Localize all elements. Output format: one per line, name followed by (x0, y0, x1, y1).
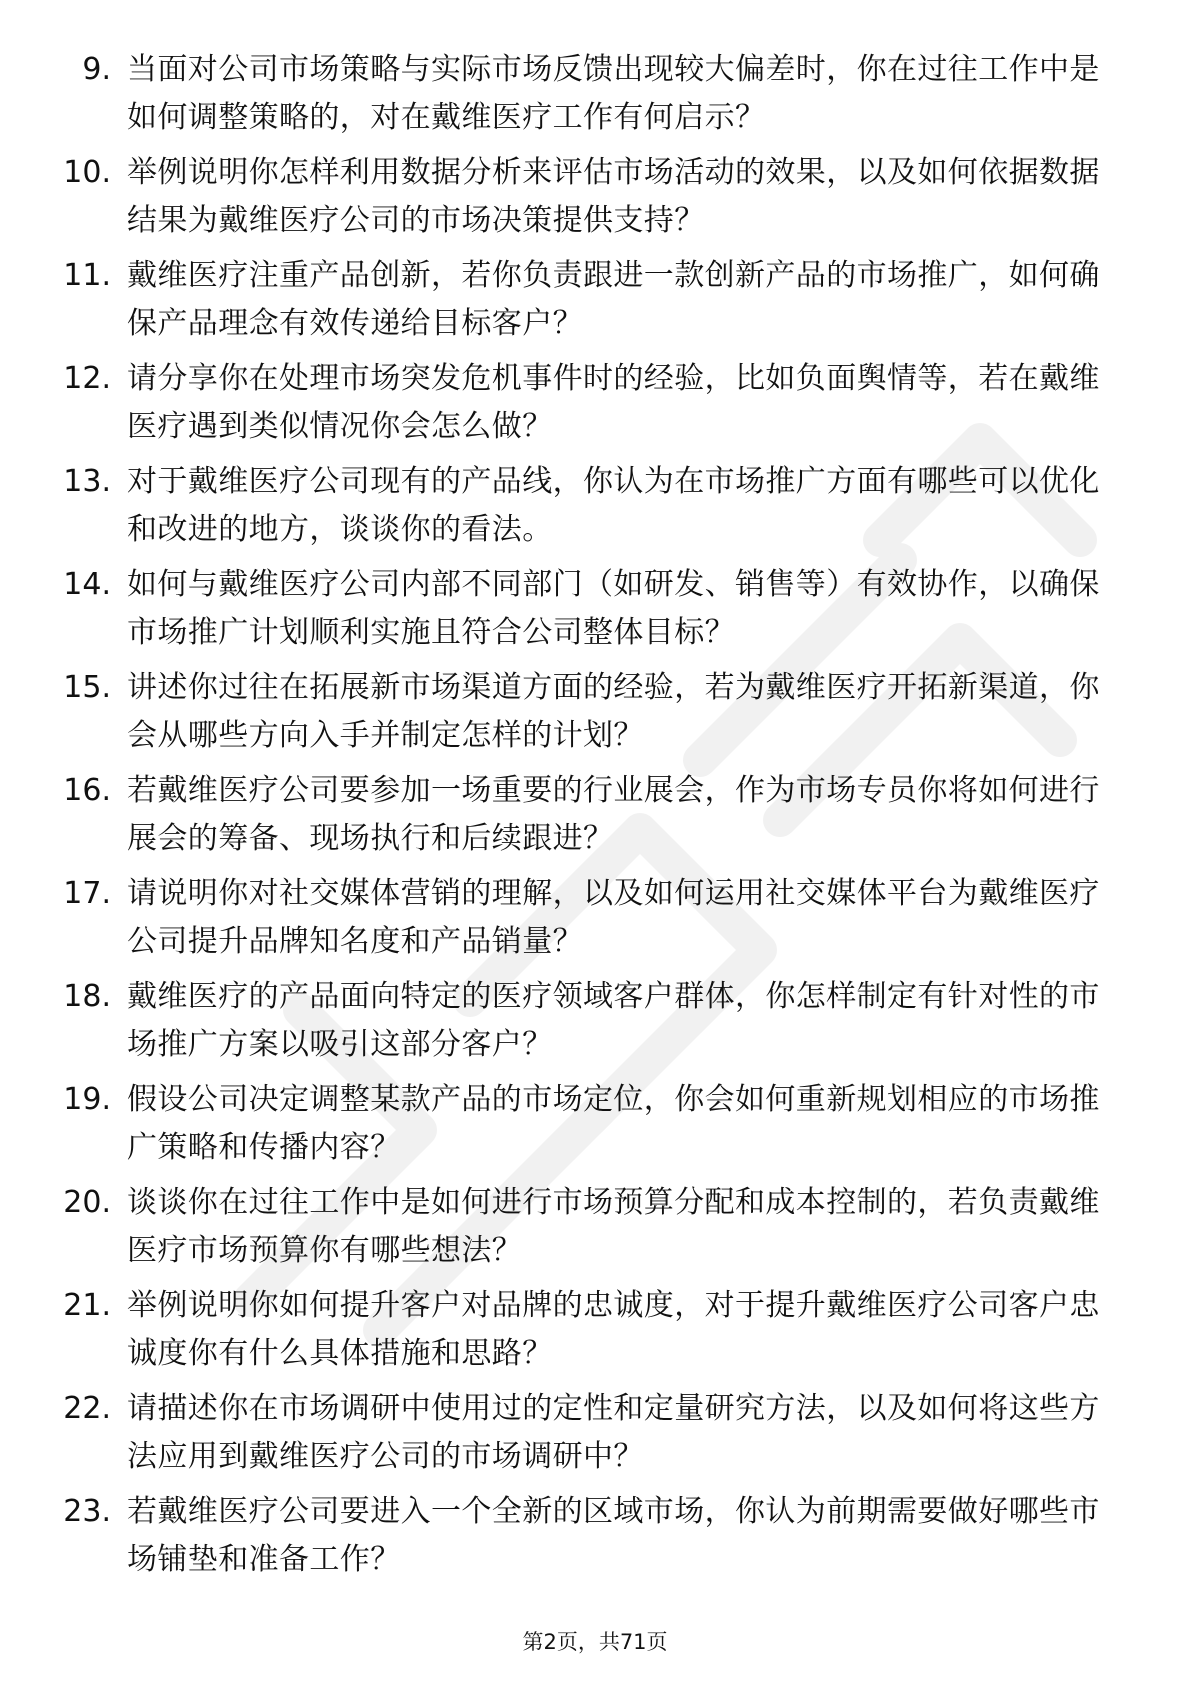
question-text: 讲述你过往在拓展新市场渠道方面的经验，若为戴维医疗开拓新渠道，你会从哪些方向入手并制定怎样的计划？ (127, 670, 1100, 753)
question-item (55, 870, 1135, 973)
question-item (55, 355, 1135, 458)
question-item (55, 973, 1135, 1076)
question-number: 13. (63, 464, 111, 499)
question-text: 若戴维医疗公司要进入一个全新的区域市场，你认为前期需要做好哪些市场铺垫和准备工作？ (127, 1494, 1100, 1577)
question-number: 15. (63, 670, 111, 705)
question-number: 21. (63, 1288, 111, 1323)
question-number: 23. (63, 1494, 111, 1529)
question-text: 假设公司决定调整某款产品的市场定位，你会如何重新规划相应的市场推广策略和传播内容？ (127, 1082, 1100, 1165)
question-item (55, 149, 1135, 252)
question-number: 12. (63, 361, 111, 396)
question-number: 17. (63, 876, 111, 911)
question-number: 10. (63, 155, 111, 190)
question-item (55, 664, 1135, 767)
question-number: 16. (63, 773, 111, 808)
question-text: 若戴维医疗公司要参加一场重要的行业展会，作为市场专员你将如何进行展会的筹备、现场执行和后续跟进？ (127, 773, 1100, 856)
question-item (55, 767, 1135, 870)
question-text: 戴维医疗的产品面向特定的医疗领域客户群体，你怎样制定有针对性的市场推广方案以吸引这部分客户？ (127, 979, 1100, 1062)
question-text: 举例说明你怎样利用数据分析来评估市场活动的效果，以及如何依据数据结果为戴维医疗公司的市场决策提供支持？ (127, 155, 1100, 238)
question-item (55, 46, 1135, 149)
question-number: 22. (63, 1391, 111, 1426)
question-text: 举例说明你如何提升客户对品牌的忠诚度，对于提升戴维医疗公司客户忠诚度你有什么具体措施和思路？ (127, 1288, 1100, 1371)
question-item (55, 458, 1135, 561)
question-number: 20. (63, 1185, 111, 1220)
question-text: 如何与戴维医疗公司内部不同部门（如研发、销售等）有效协作，以确保市场推广计划顺利实施且符合公司整体目标？ (127, 567, 1100, 650)
question-number: 11. (63, 258, 111, 293)
question-number: 18. (63, 979, 111, 1014)
question-text: 戴维医疗注重产品创新，若你负责跟进一款创新产品的市场推广，如何确保产品理念有效传递给目标客户？ (127, 258, 1100, 341)
question-item (55, 1076, 1135, 1179)
question-text: 谈谈你在过往工作中是如何进行市场预算分配和成本控制的，若负责戴维医疗市场预算你有哪些想法？ (127, 1185, 1100, 1268)
question-item (55, 1488, 1135, 1591)
question-item (55, 1179, 1135, 1282)
question-item (55, 252, 1135, 355)
question-text: 请说明你对社交媒体营销的理解，以及如何运用社交媒体平台为戴维医疗公司提升品牌知名度和产品销量？ (127, 876, 1100, 959)
question-number: 9. (82, 52, 111, 87)
page-number-label: 第2页，共71页 (522, 1630, 668, 1654)
question-text: 当面对公司市场策略与实际市场反馈出现较大偏差时，你在过往工作中是如何调整策略的，对在戴维医疗工作有何启示？ (127, 52, 1100, 135)
question-item (55, 1385, 1135, 1488)
question-text: 请分享你在处理市场突发危机事件时的经验，比如负面舆情等，若在戴维医疗遇到类似情况你会怎么做？ (127, 361, 1100, 444)
question-number: 19. (63, 1082, 111, 1117)
question-number: 14. (63, 567, 111, 602)
question-item (55, 561, 1135, 664)
question-text: 请描述你在市场调研中使用过的定性和定量研究方法，以及如何将这些方法应用到戴维医疗公司的市场调研中？ (127, 1391, 1100, 1474)
page-footer (0, 1628, 1190, 1656)
question-list (55, 46, 1135, 1591)
question-text: 对于戴维医疗公司现有的产品线，你认为在市场推广方面有哪些可以优化和改进的地方，谈谈你的看法。 (127, 464, 1100, 547)
question-item (55, 1282, 1135, 1385)
